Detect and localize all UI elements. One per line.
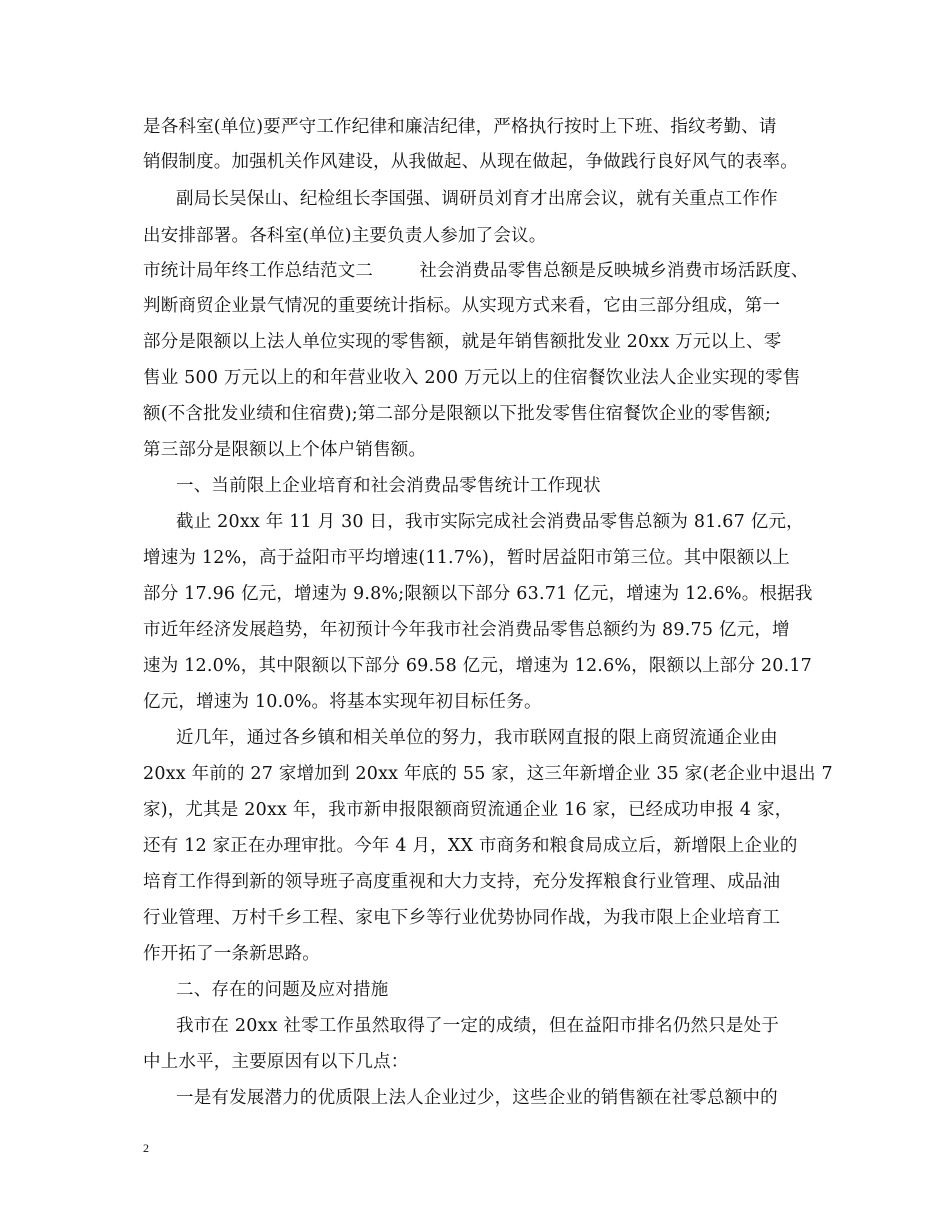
text-line: 部分 17.96 亿元，增速为 9.8%;限额以下部分 63.71 亿元，增速为 12.6%。根据我 bbox=[143, 584, 813, 604]
text-line: 行业管理、万村千乡工程、家电下乡等行业优势协同作战，为我市限上企业培育工 bbox=[143, 908, 781, 928]
text-line: 速为 12.0%，其中限额以下部分 69.58 亿元，增速为 12.6%，限额以上部分 20.17 bbox=[143, 656, 812, 676]
text-line: 中上水平，主要原因有以下几点： bbox=[143, 1052, 409, 1072]
text-line: 第三部分是限额以上个体户销售额。 bbox=[143, 440, 427, 460]
text-line: 销假制度。加强机关作风建设，从我做起、从现在做起，争做践行良好风气的表率。 bbox=[143, 152, 798, 172]
text-line: 市近年经济发展趋势，年初预计今年我市社会消费品零售总额约为 89.75 亿元，增 bbox=[143, 620, 790, 640]
section-title-line: 市统计局年终工作总结范文二 社会消费品零售总额是反映城乡消费市场活跃度、 bbox=[143, 261, 809, 281]
heading-2: 二、存在的问题及应对措施 bbox=[176, 980, 389, 1000]
text-line: 额(不含批发业绩和住宿费);第二部分是限额以下批发零售住宿餐饮企业的零售额; bbox=[143, 404, 772, 424]
text-line: 部分是限额以上法人单位实现的零售额，就是年销售额批发业 20xx 万元以上、零 bbox=[143, 332, 782, 352]
text-line: 售业 500 万元以上的和年营业收入 200 万元以上的住宿餐饮业法人企业实现的零售 bbox=[143, 368, 801, 388]
text-line: 增速为 12%，高于益阳市平均增速(11.7%)，暂时居益阳市第三位。其中限额以上 bbox=[143, 548, 790, 568]
text-line: 副局长吴保山、纪检组长李国强、调研员刘育才出席会议，就有关重点工作作 bbox=[176, 189, 778, 209]
text-line: 亿元，增速为 10.0%。将基本实现年初目标任务。 bbox=[143, 692, 542, 712]
text-line: 20xx 年前的 27 家增加到 20xx 年底的 55 家，这三年新增企业 35 家(老企业中退出 7 bbox=[143, 764, 833, 784]
page-number: 2 bbox=[143, 1141, 149, 1155]
text-line: 近几年，通过各乡镇和相关单位的努力，我市联网直报的限上商贸流通企业由 bbox=[176, 728, 778, 748]
text-line: 判断商贸企业景气情况的重要统计指标。从实现方式来看，它由三部分组成，第一 bbox=[143, 296, 781, 316]
text-line: 我市在 20xx 社零工作虽然取得了一定的成绩，但在益阳市排名仍然只是处于 bbox=[176, 1016, 780, 1036]
text-line: 是各科室(单位)要严守工作纪律和廉洁纪律，严格执行按时上下班、指纹考勤、请 bbox=[143, 117, 777, 137]
text-line: 还有 12 家正在办理审批。今年 4 月，XX 市商务和粮食局成立后，新增限上企业的 bbox=[143, 836, 798, 856]
text-line: 作开拓了一条新思路。 bbox=[143, 944, 320, 964]
text-line: 培育工作得到新的领导班子高度重视和大力支持，充分发挥粮食行业管理、成品油 bbox=[143, 872, 781, 892]
text-line: 一是有发展潜力的优质限上法人企业过少，这些企业的销售额在社零总额中的 bbox=[176, 1088, 778, 1108]
heading-1: 一、当前限上企业培育和社会消费品零售统计工作现状 bbox=[176, 476, 601, 496]
text-line: 出安排部署。各科室(单位)主要负责人参加了会议。 bbox=[143, 226, 547, 246]
text-line: 家)，尤其是 20xx 年，我市新申报限额商贸流通企业 16 家，已经成功申报 4 家， bbox=[143, 800, 793, 820]
text-line: 截止 20xx 年 11 月 30 日，我市实际完成社会消费品零售总额为 81.67 亿元， bbox=[176, 512, 804, 532]
